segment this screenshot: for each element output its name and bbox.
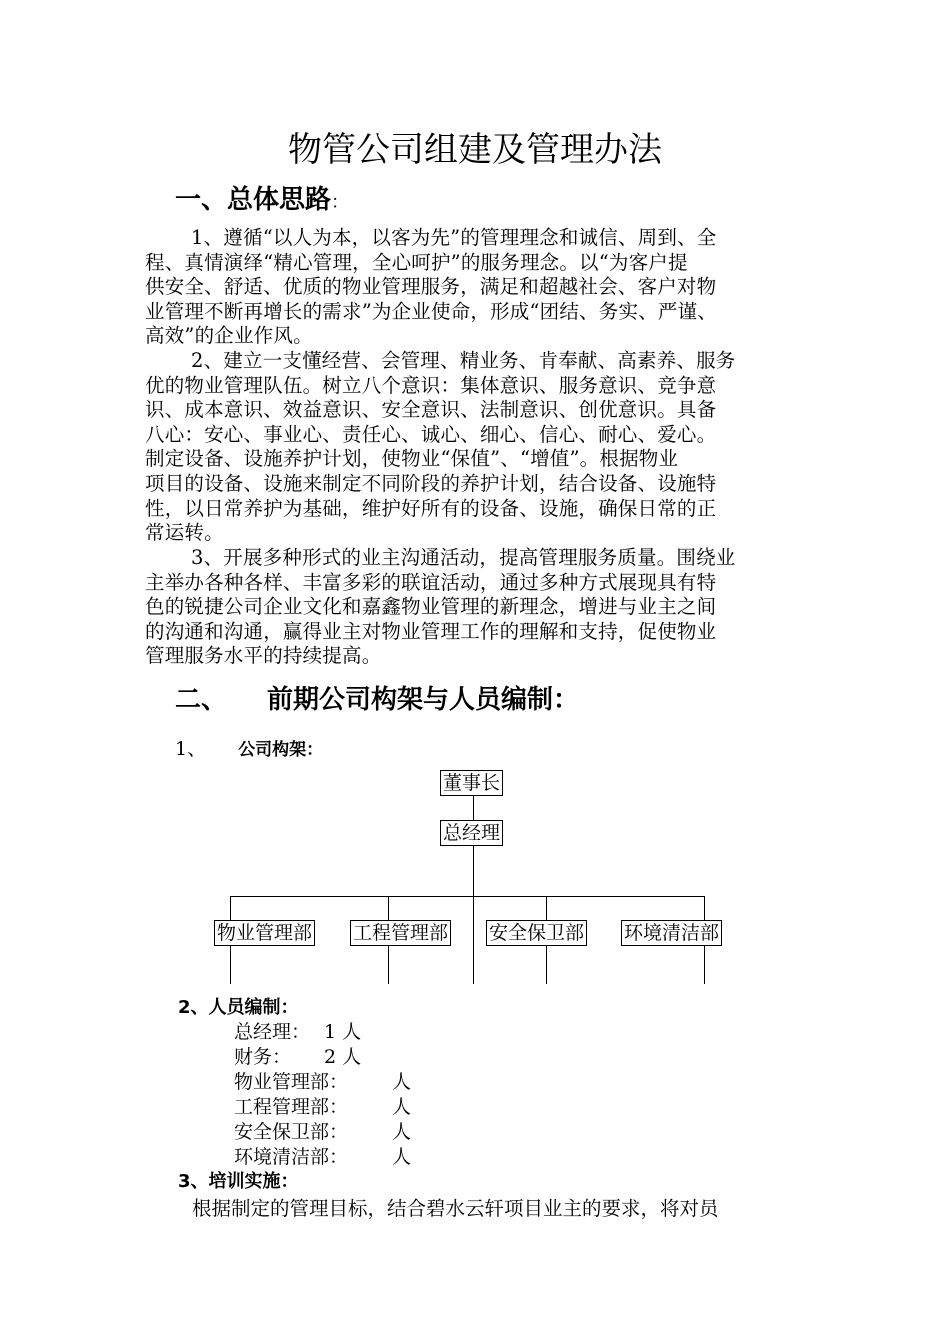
section-heading-2-text: 前期公司构架与人员编制：: [267, 685, 580, 715]
staff-role: 物业管理部：: [234, 1071, 349, 1093]
paragraph-line: 优的物业管理队伍。树立八个意识：集体意识、服务意识、竞争意: [145, 373, 717, 397]
org-connector: [473, 846, 474, 984]
staff-row: [234, 1070, 411, 1095]
section-heading-2: [175, 682, 579, 718]
org-connector: [230, 896, 704, 897]
org-box-chairman: 董事长: [440, 770, 503, 796]
subsection-3-label: 3、培训实施：: [178, 1171, 299, 1192]
subsection-2-label: 2、人员编制：: [178, 997, 299, 1018]
paragraph-line: 的沟通和沟通，赢得业主对物业管理工作的理解和支持，促使物业: [145, 619, 717, 643]
paragraph-line: 性，以日常养护为基础，维护好所有的设备、设施，确保日常的正: [145, 496, 717, 520]
section-heading-1-text: 一、总体思路: [175, 185, 332, 215]
section-heading-1-colon: ：: [331, 192, 350, 213]
staff-role: 安全保卫部：: [234, 1121, 349, 1143]
staff-role: 工程管理部：: [234, 1096, 349, 1118]
staff-count: 人: [392, 1071, 412, 1093]
paragraph-1: [145, 226, 717, 349]
paragraph-line: 主举办各种各样、丰富多彩的联谊活动，通过多种方式展现具有特: [145, 570, 717, 594]
staff-role: 环境清洁部：: [234, 1146, 349, 1168]
org-box-gm: 总经理: [440, 820, 503, 846]
section-heading-1: [175, 182, 349, 221]
paragraph-line: 3、开展多种形式的业主沟通活动，提高管理服务质量。围绕业: [191, 546, 736, 569]
staff-role: 总经理：: [234, 1021, 311, 1043]
subsection-1: [175, 736, 323, 763]
paragraph-line: 业管理不断再增长的需求”为企业使命，形成“团结、务实、严谨、: [145, 299, 717, 323]
paragraph-line: 程、真情演绎“精心管理，全心呵护”的服务理念。以“为客户提: [145, 250, 688, 274]
paragraph-line: 1、遵循“以人为本，以客为先”的管理理念和诚信、周到、全: [191, 226, 717, 249]
staff-row: [234, 1095, 411, 1120]
subsection-1-label: 公司构架：: [238, 740, 324, 760]
document-title: 物管公司组建及管理办法: [288, 130, 662, 170]
staff-row: [234, 1020, 411, 1045]
paragraph-line: 制定设备、设施养护计划，使物业“保值”、“增值”。根据物业: [145, 447, 679, 471]
subsection-1-num: 1、: [175, 738, 207, 760]
paragraph-line: 常运转。: [145, 521, 224, 545]
staff-row: [234, 1045, 411, 1070]
paragraph-2: [145, 349, 736, 546]
org-connector: [473, 796, 474, 820]
paragraph-line: 八心：安心、事业心、责任心、诚心、细心、信心、耐心、爱心。: [145, 422, 717, 446]
org-box-dept-cleaning: 环境清洁部: [621, 920, 722, 946]
staff-count: 1 人: [324, 1021, 362, 1043]
paragraph-3: [145, 546, 736, 669]
paragraph-line: 项目的设备、设施来制定不同阶段的养护计划，结合设备、设施特: [145, 471, 717, 495]
staff-count: 人: [392, 1121, 412, 1143]
staff-count: 人: [392, 1096, 412, 1118]
paragraph-line: 2、建立一支懂经营、会管理、精业务、肯奉献、高素养、服务: [191, 349, 736, 372]
org-box-dept-property: 物业管理部: [214, 920, 315, 946]
org-box-dept-security: 安全保卫部: [486, 920, 587, 946]
staff-count: 人: [392, 1146, 412, 1168]
paragraph-line: 识、成本意识、效益意识、安全意识、法制意识、创优意识。具备: [145, 398, 717, 422]
staff-role: 财务：: [234, 1046, 292, 1068]
org-box-dept-engineering: 工程管理部: [350, 920, 451, 946]
paragraph-line: 高效”的企业作风。: [145, 324, 313, 348]
paragraph-line: 色的锐捷公司企业文化和嘉鑫物业管理的新理念，增进与业主之间: [145, 595, 717, 619]
paragraph-line: 管理服务水平的持续提高。: [145, 644, 382, 668]
staff-row: [234, 1145, 411, 1170]
staff-count: 2 人: [324, 1046, 362, 1068]
paragraph-line: 供安全、舒适、优质的物业管理服务，满足和超越社会、客户对物: [145, 275, 717, 299]
section-heading-2-num: 二、: [175, 685, 228, 715]
paragraph-line: 根据制定的管理目标，结合碧水云轩项目业主的要求，将对员: [192, 1197, 719, 1220]
staff-row: [234, 1120, 411, 1145]
staff-list: [234, 1020, 411, 1170]
